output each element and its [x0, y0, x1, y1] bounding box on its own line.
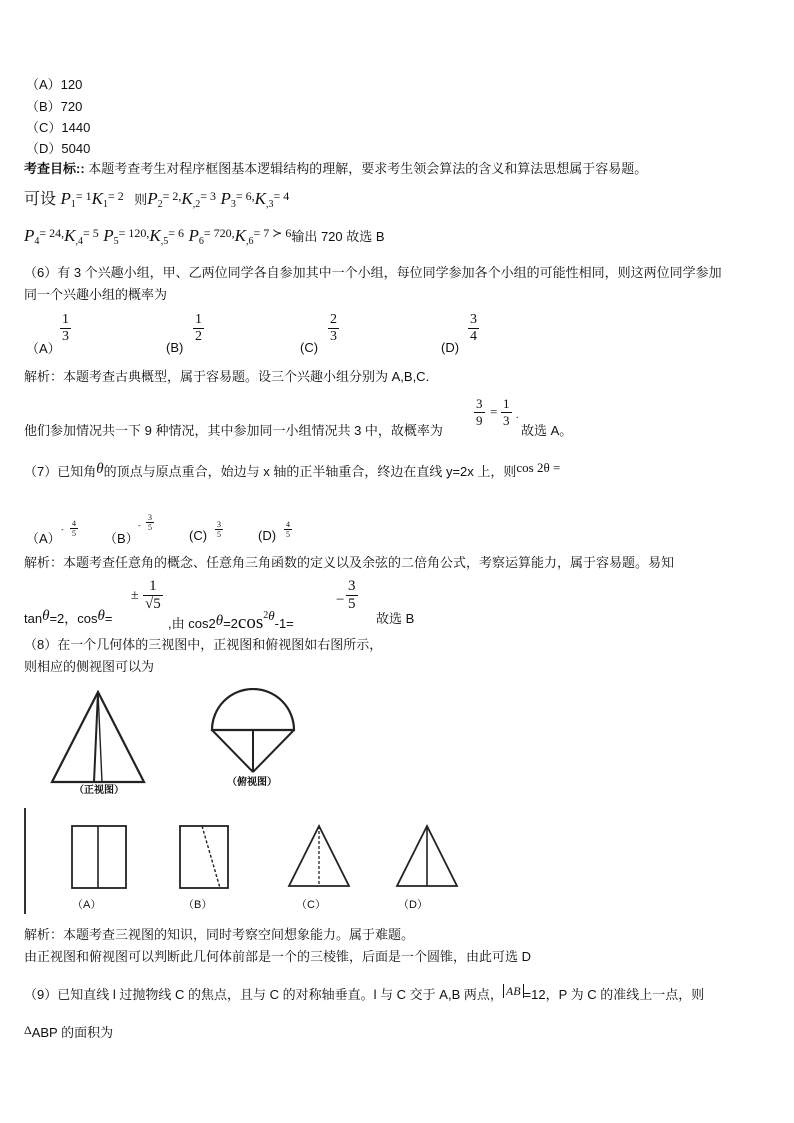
stem-text: ABP 的面积为 — [31, 1025, 114, 1040]
q6-option-c-label: (C) — [300, 340, 319, 355]
then-text: 则 — [134, 192, 148, 207]
denominator: 3 — [330, 329, 337, 344]
q6-analysis-tail: 故选 A。 — [521, 423, 573, 438]
denominator: √5 — [145, 596, 161, 612]
choice-c-diagram — [286, 824, 352, 890]
q6-analysis-line2: 他们参加情况共一下 9 种情况，其中参加同一小组情况共 3 中，故概率为 — [24, 423, 443, 438]
theta-symbol: θ — [215, 613, 224, 629]
denominator: 9 — [476, 413, 483, 428]
denominator: 4 — [470, 329, 477, 344]
value: = 120, — [118, 226, 150, 240]
var-p: P — [24, 226, 35, 245]
denominator: 3 — [62, 329, 69, 344]
subscript: 6 — [198, 236, 204, 247]
negative-sign: − — [336, 592, 345, 608]
value: = 6 — [168, 226, 185, 240]
subscript: 2 — [157, 199, 163, 210]
triangle-symbol: Δ — [24, 1023, 32, 1037]
q5-option-d: （D）5040 — [26, 141, 91, 156]
choice-c-label: （C） — [296, 899, 326, 911]
equals-sign: = — [490, 404, 498, 419]
subscript: ,6 — [246, 236, 254, 247]
value: = 3 — [200, 189, 217, 203]
var-p: P — [188, 226, 199, 245]
q7-option-c-label: (C) — [189, 528, 208, 543]
var-p: P — [60, 189, 71, 208]
numerator: 4 — [72, 519, 76, 528]
numerator: 1 — [62, 312, 69, 327]
numerator: 1 — [503, 396, 510, 411]
choice-a-diagram — [68, 822, 128, 890]
q7-option-d-fraction — [284, 520, 292, 539]
value: = 4 — [273, 189, 290, 203]
q6-option-d-label: (D) — [441, 340, 460, 355]
numerator: 3 — [148, 513, 152, 522]
var-k: K — [64, 226, 76, 245]
var-k: K — [149, 226, 161, 245]
stem-text: （7）已知角 — [24, 464, 97, 479]
subscript: 4 — [34, 236, 40, 247]
denominator: 3 — [503, 413, 510, 428]
margin-line — [24, 808, 26, 914]
q6-option-c-fraction — [328, 312, 339, 345]
you-text: ,由 cos2 — [168, 616, 216, 631]
q7-analysis-line1: 解析：本题考查任意角的概念、任意角三角函数的定义以及余弦的二倍角公式，考察运算能力，属于容易题。易知 — [24, 555, 675, 570]
value: = 1 — [75, 189, 92, 203]
q6-analysis-line1: 解析：本题考查古典概型，属于容易题。设三个兴趣小组分别为 A,B,C. — [24, 369, 430, 384]
minus-sign: - — [138, 521, 141, 530]
cos-2theta-expr: cos 2θ = — [516, 460, 561, 475]
q6-frac-3-9 — [474, 396, 485, 429]
q7-frac-1-sqrt5 — [143, 578, 163, 613]
q6-option-a-fraction — [60, 312, 71, 345]
tan-text: tan — [24, 611, 43, 626]
theta-symbol: θ — [96, 461, 104, 477]
value: = 5 — [83, 226, 99, 240]
q8-analysis-line1: 解析：本题考查三视图的知识，同时考察空间想象能力。属于难题。 — [24, 927, 415, 942]
value: = 720, — [203, 226, 235, 240]
q5-option-a: （A）120 — [26, 77, 83, 92]
q6-option-d-fraction — [468, 312, 479, 345]
choice-d-diagram — [394, 824, 460, 890]
stem-text: 的顶点与原点重合，始边与 x 轴的正半轴重合，终边在直线 y=2x 上，则 — [103, 464, 517, 479]
var-p: P — [147, 189, 158, 208]
stem-text: =12，P 为 C 的准线上一点，则 — [523, 987, 705, 1002]
goal-text: 本题考查考生对程序框图基本逻辑结构的理解，要求考生领会算法的含义和算法思想属于容易题。 — [88, 161, 648, 176]
subscript: ,4 — [75, 236, 84, 247]
q7-frac-3-5 — [346, 578, 358, 613]
q7-stem — [24, 460, 560, 480]
equals-two: =2 — [223, 616, 238, 631]
denominator: 2 — [195, 329, 202, 344]
subscript: 1 — [70, 199, 76, 210]
numerator: 2 — [330, 312, 337, 327]
numerator: 4 — [286, 520, 290, 529]
lead-text: 可设 — [24, 191, 57, 208]
stem-text: （9）已知直线 l 过抛物线 C 的焦点，且与 C 的对称轴垂直。l 与 C 交于 A,B 两点， — [24, 987, 503, 1002]
var-p: P — [103, 226, 114, 245]
value: = 2 — [107, 189, 124, 203]
subscript: ,2 — [192, 199, 201, 210]
numerator: 1 — [149, 578, 157, 594]
q6-option-b-fraction — [193, 312, 204, 345]
q7-option-d-label: (D) — [258, 528, 277, 543]
q5-goal — [24, 158, 647, 177]
numerator: 3 — [476, 396, 483, 411]
q6-option-b-label: (B) — [166, 340, 184, 355]
q7-analysis-line2-start — [24, 608, 112, 627]
subscript: 5 — [113, 236, 119, 247]
var-k: K — [91, 189, 103, 208]
equals-sign: = — [104, 611, 113, 626]
tail-text: 输出 720 故选 B — [291, 229, 385, 244]
theta-symbol: θ — [268, 608, 275, 623]
minus-sign: - — [61, 525, 64, 534]
period: . — [516, 410, 519, 421]
var-k: K — [254, 189, 266, 208]
choice-a-label: （A） — [72, 899, 102, 911]
subscript: 3 — [230, 199, 236, 210]
denominator: 5 — [148, 523, 152, 532]
denominator: 5 — [217, 530, 221, 539]
denominator: 5 — [348, 596, 356, 612]
subscript: 1 — [102, 199, 108, 210]
q7-option-a-label: （A） — [26, 531, 61, 546]
q7-analysis-middle — [168, 608, 294, 634]
numerator: 1 — [195, 312, 202, 327]
q6-frac-1-3 — [501, 396, 512, 429]
q5-option-c: （C）1440 — [26, 120, 91, 135]
q9-stem — [24, 984, 704, 1003]
value: = 2, — [162, 189, 182, 203]
numerator: 3 — [470, 312, 477, 327]
subscript: ,5 — [160, 236, 169, 247]
cos-text: cos — [237, 612, 264, 633]
theta-symbol: θ — [97, 608, 105, 624]
numerator: 3 — [217, 520, 221, 529]
front-view-caption: （正视图） — [74, 785, 124, 796]
subscript: ,3 — [266, 199, 274, 210]
q7-option-b-fraction — [146, 513, 154, 532]
abs-ab: AB — [503, 984, 524, 998]
square-exponent: 2 — [263, 610, 269, 621]
q5-solution-line2 — [24, 226, 385, 247]
var-k: K — [234, 226, 247, 245]
q6-stem-line2: 同一个兴趣小组的概率为 — [24, 287, 168, 302]
theta-symbol: θ — [42, 608, 50, 624]
q5-solution-line1 — [24, 186, 289, 210]
value: = 6, — [235, 189, 255, 203]
q7-option-a-fraction — [70, 519, 78, 538]
goal-label: 考查目标:: — [24, 161, 85, 176]
q6-option-a-label: （A） — [26, 341, 61, 356]
tan-value: =2，cos — [49, 611, 98, 626]
choice-b-diagram — [176, 822, 232, 890]
q5-option-b: （B）720 — [26, 99, 83, 114]
choice-d-label: （D） — [398, 899, 428, 911]
top-view-diagram — [206, 688, 300, 784]
q7-analysis-tail: 故选 B — [376, 611, 415, 626]
q8-stem-line2: 则相应的侧视图可以为 — [24, 659, 155, 674]
q9-stem-line2 — [24, 1022, 113, 1041]
denominator: 5 — [286, 530, 290, 539]
value: = 7 ≻ 6 — [253, 226, 292, 240]
q6-stem-line1: （6）有 3 个兴趣小组，甲、乙两位同学各自参加其中一个小组，每位同学参加各个小组的可能性相同，则这两位同学参加 — [24, 265, 722, 280]
choice-b-label: （B） — [183, 899, 213, 911]
var-p: P — [220, 189, 231, 208]
q8-stem-line1: （8）在一个几何体的三视图中，正视图和俯视图如右图所示， — [24, 637, 383, 652]
top-view-caption: （俯视图） — [227, 777, 277, 788]
q7-option-b-label: （B） — [104, 531, 139, 546]
numerator: 3 — [348, 578, 356, 594]
minus-one: -1= — [274, 616, 294, 631]
denominator: 5 — [72, 529, 76, 538]
var-k: K — [181, 189, 193, 208]
q8-analysis-line2: 由正视图和俯视图可以判断此几何体前部是一个的三棱锥，后面是一个圆锥，由此可选 D — [24, 949, 532, 964]
plus-minus: ± — [131, 588, 139, 603]
q7-option-c-fraction — [215, 520, 223, 539]
value: = 24, — [39, 226, 65, 240]
